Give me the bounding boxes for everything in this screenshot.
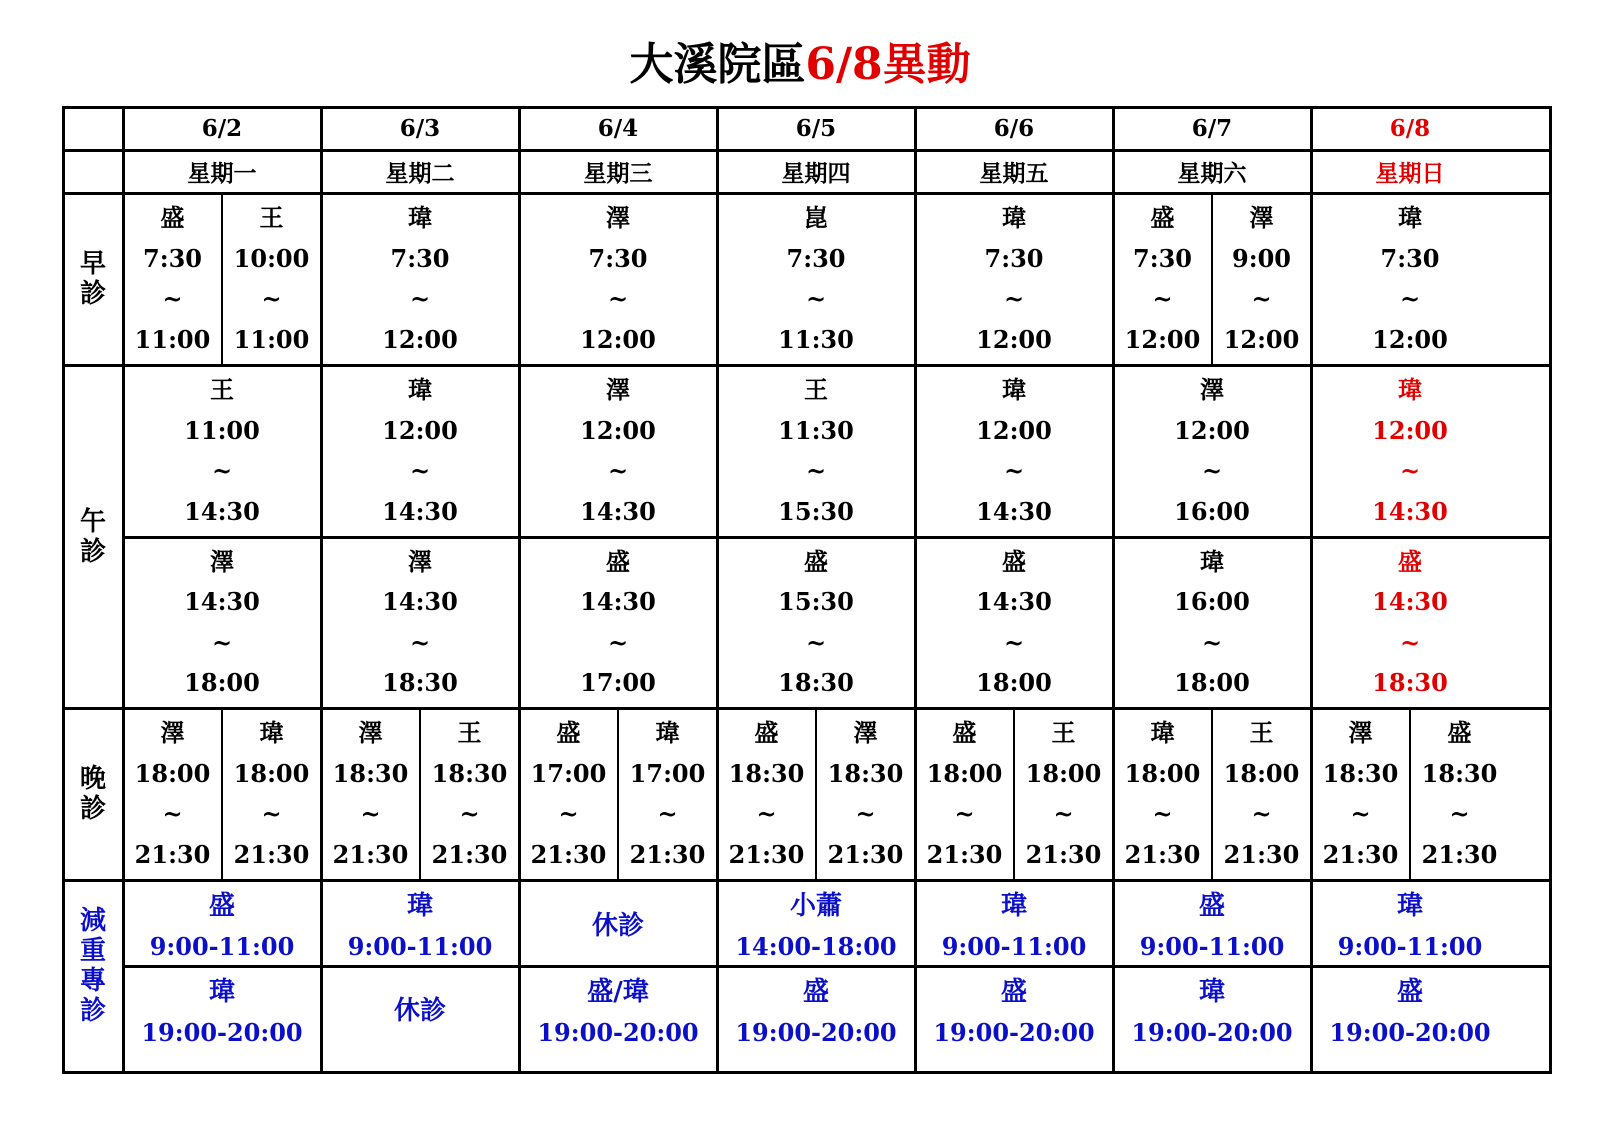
weekday-label: 星期二 — [385, 160, 455, 187]
special-time: 9:00-11:00 — [347, 932, 493, 961]
range-tilde: ~ — [1003, 284, 1025, 314]
special-doctor: 盛 — [1396, 976, 1423, 1007]
end-time: 14:30 — [184, 496, 260, 526]
special-doctor: 盛 — [1198, 891, 1225, 921]
doctor-name: 瑋 — [408, 375, 432, 405]
grid-hline — [122, 965, 1552, 968]
grid-vline — [1112, 106, 1115, 1074]
special-slot-1 — [916, 881, 1112, 965]
end-time: 18:00 — [976, 667, 1052, 697]
weekday-label: 星期四 — [781, 160, 851, 187]
weekday-label: 星期一 — [187, 160, 257, 187]
grid-hline — [62, 879, 1552, 882]
end-time: 15:30 — [778, 496, 854, 526]
afternoon-slot-1 — [1312, 366, 1508, 536]
date-label: 6/8 — [1389, 115, 1431, 142]
range-tilde: ~ — [409, 284, 431, 314]
row-label-afternoon — [64, 366, 122, 707]
end-time: 21:30 — [1322, 839, 1399, 869]
range-tilde: ~ — [657, 799, 678, 829]
grid-subline — [1013, 707, 1015, 879]
title-main: 大溪院區 — [629, 39, 806, 90]
start-time: 7:30 — [984, 243, 1044, 273]
start-time: 17:00 — [629, 758, 706, 788]
start-time: 10:00 — [233, 243, 310, 273]
grid-vline — [62, 106, 65, 1074]
morning-slot — [223, 194, 320, 364]
doctor-name: 澤 — [1200, 375, 1224, 405]
start-time: 18:00 — [1025, 758, 1102, 788]
morning-slot — [520, 194, 716, 364]
doctor-name: 澤 — [408, 547, 432, 577]
label-char: 診 — [79, 794, 106, 824]
date-label: 6/6 — [993, 115, 1035, 142]
end-time: 14:30 — [580, 496, 656, 526]
weekday-label: 星期日 — [1375, 160, 1445, 187]
weekday-header — [1312, 151, 1508, 192]
evening-slot — [916, 709, 1013, 879]
afternoon-slot-2 — [322, 538, 518, 707]
doctor-name: 王 — [457, 718, 482, 748]
special-slot-2 — [916, 967, 1112, 1050]
special-slot-2 — [322, 967, 518, 1050]
doctor-name: 王 — [804, 375, 828, 405]
range-tilde: ~ — [409, 627, 431, 657]
end-time: 11:30 — [778, 324, 854, 354]
doctor-name: 瑋 — [259, 718, 284, 748]
doctor-name: 盛 — [1150, 203, 1175, 233]
grid-hline — [62, 364, 1552, 367]
doctor-name: 盛 — [754, 718, 779, 748]
schedule-table — [62, 106, 1552, 1074]
start-time: 7:30 — [786, 243, 846, 273]
grid-vline — [320, 106, 323, 1074]
end-time: 12:00 — [976, 324, 1052, 354]
start-time: 18:30 — [1322, 758, 1399, 788]
end-time: 21:30 — [1124, 839, 1201, 869]
end-time: 12:00 — [1223, 324, 1300, 354]
special-doctor: 休診 — [393, 996, 446, 1026]
grid-vline — [122, 106, 125, 1074]
evening-slot — [1114, 709, 1211, 879]
grid-subline — [1211, 707, 1213, 879]
doctor-name: 王 — [1051, 718, 1076, 748]
grid-hline — [62, 149, 1552, 152]
start-time: 7:30 — [588, 243, 648, 273]
start-time: 7:30 — [390, 243, 450, 273]
label-char: 專 — [79, 965, 106, 996]
special-slot-1 — [1114, 881, 1310, 965]
doctor-name: 澤 — [358, 718, 383, 748]
weekday-header — [322, 151, 518, 192]
range-tilde: ~ — [558, 799, 579, 829]
doctor-name: 盛 — [556, 718, 581, 748]
row-label-evening — [64, 709, 122, 879]
special-doctor: 休診 — [591, 910, 644, 941]
start-time: 12:00 — [976, 415, 1052, 445]
weekday-header — [520, 151, 716, 192]
doctor-name: 盛 — [160, 203, 185, 233]
start-time: 18:30 — [827, 758, 904, 788]
range-tilde: ~ — [261, 799, 282, 829]
grid-vline — [914, 106, 917, 1074]
doctor-name: 王 — [210, 375, 234, 405]
evening-slot — [718, 709, 815, 879]
end-time: 14:30 — [1372, 496, 1448, 526]
start-time: 18:00 — [1223, 758, 1300, 788]
start-time: 18:00 — [1124, 758, 1201, 788]
label-char: 診 — [79, 279, 106, 309]
range-tilde: ~ — [1201, 627, 1223, 657]
morning-slot — [1213, 194, 1310, 364]
doctor-name: 瑋 — [1200, 547, 1224, 577]
evening-slot — [1015, 709, 1112, 879]
end-time: 11:00 — [233, 324, 310, 354]
date-header — [520, 108, 716, 149]
date-label: 6/7 — [1191, 115, 1233, 142]
date-header — [916, 108, 1112, 149]
morning-slot — [1312, 194, 1508, 364]
morning-slot — [1114, 194, 1211, 364]
start-time: 14:30 — [1372, 587, 1448, 617]
end-time: 21:30 — [629, 839, 706, 869]
range-tilde: ~ — [459, 799, 480, 829]
special-slot-2 — [1312, 967, 1508, 1050]
end-time: 12:00 — [1124, 324, 1201, 354]
range-tilde: ~ — [1399, 456, 1421, 486]
range-tilde: ~ — [1201, 456, 1223, 486]
special-slot-1 — [124, 881, 320, 965]
range-tilde: ~ — [261, 284, 282, 314]
morning-slot — [916, 194, 1112, 364]
start-time: 18:30 — [728, 758, 805, 788]
end-time: 12:00 — [382, 324, 458, 354]
evening-slot — [619, 709, 716, 879]
evening-slot — [223, 709, 320, 879]
end-time: 21:30 — [431, 839, 508, 869]
evening-slot — [1213, 709, 1310, 879]
range-tilde: ~ — [211, 456, 233, 486]
end-time: 12:00 — [580, 324, 656, 354]
end-time: 18:30 — [382, 667, 458, 697]
end-time: 18:00 — [184, 667, 260, 697]
end-time: 12:00 — [1372, 324, 1448, 354]
weekday-header — [718, 151, 914, 192]
special-slot-1 — [322, 881, 518, 965]
end-time: 17:00 — [580, 667, 656, 697]
grid-subline — [617, 707, 619, 879]
start-time: 12:00 — [382, 415, 458, 445]
range-tilde: ~ — [1003, 456, 1025, 486]
start-time: 11:00 — [184, 415, 260, 445]
end-time: 21:30 — [134, 839, 211, 869]
doctor-name: 崑 — [804, 203, 828, 233]
morning-slot — [718, 194, 914, 364]
doctor-name: 澤 — [606, 203, 630, 233]
label-char: 重 — [79, 935, 106, 966]
range-tilde: ~ — [954, 799, 975, 829]
start-time: 9:00 — [1232, 243, 1291, 273]
start-time: 18:30 — [332, 758, 409, 788]
evening-slot — [817, 709, 914, 879]
doctor-name: 瑋 — [1002, 203, 1026, 233]
doctor-name: 盛 — [1398, 547, 1422, 577]
page-title — [0, 38, 1600, 92]
range-tilde: ~ — [805, 284, 827, 314]
grid-vline — [1310, 106, 1313, 1074]
special-slot-2 — [520, 967, 716, 1050]
special-time: 19:00-20:00 — [1131, 1017, 1293, 1047]
special-slot-2 — [124, 967, 320, 1050]
range-tilde: ~ — [1003, 627, 1025, 657]
doctor-name: 澤 — [606, 375, 630, 405]
date-label: 6/4 — [597, 115, 639, 142]
start-time: 17:00 — [530, 758, 607, 788]
date-label: 6/5 — [795, 115, 837, 142]
start-time: 16:00 — [1174, 587, 1250, 617]
range-tilde: ~ — [756, 799, 777, 829]
end-time: 21:30 — [233, 839, 310, 869]
afternoon-slot-1 — [322, 366, 518, 536]
date-header — [124, 108, 320, 149]
end-time: 21:30 — [530, 839, 607, 869]
special-slot-2 — [1114, 967, 1310, 1050]
afternoon-slot-2 — [1312, 538, 1508, 707]
range-tilde: ~ — [360, 799, 381, 829]
range-tilde: ~ — [607, 284, 629, 314]
doctor-name: 瑋 — [655, 718, 680, 748]
grid-vline — [716, 106, 719, 1074]
evening-slot — [322, 709, 419, 879]
label-char: 午 — [79, 506, 106, 537]
evening-slot — [421, 709, 518, 879]
start-time: 15:30 — [778, 587, 854, 617]
date-label: 6/3 — [399, 115, 441, 142]
weekday-label: 星期六 — [1177, 160, 1247, 187]
start-time: 11:30 — [778, 415, 854, 445]
range-tilde: ~ — [1350, 799, 1371, 829]
end-time: 21:30 — [1025, 839, 1102, 869]
range-tilde: ~ — [805, 456, 827, 486]
grid-hline — [62, 192, 1552, 195]
special-doctor: 瑋 — [1396, 891, 1423, 921]
special-time: 19:00-20:00 — [933, 1017, 1095, 1047]
grid-hline — [62, 707, 1552, 710]
date-header — [718, 108, 914, 149]
special-doctor: 盛/瑋 — [587, 976, 649, 1007]
evening-slot — [1411, 709, 1508, 879]
grid-subline — [221, 192, 223, 364]
doctor-name: 盛 — [952, 718, 977, 748]
evening-slot — [1312, 709, 1409, 879]
weekday-label: 星期三 — [583, 160, 653, 187]
end-time: 21:30 — [332, 839, 409, 869]
range-tilde: ~ — [1399, 284, 1421, 314]
special-slot-2 — [718, 967, 914, 1050]
range-tilde: ~ — [1251, 284, 1272, 314]
grid-subline — [221, 707, 223, 879]
label-char: 晚 — [79, 764, 106, 794]
start-time: 18:00 — [134, 758, 211, 788]
date-header — [1312, 108, 1508, 149]
row-label-morning — [64, 194, 122, 364]
range-tilde: ~ — [1053, 799, 1074, 829]
doctor-name: 瑋 — [1150, 718, 1175, 748]
date-header — [322, 108, 518, 149]
weekday-header — [124, 151, 320, 192]
special-slot-1 — [718, 881, 914, 965]
grid-hline — [62, 1071, 1552, 1074]
special-doctor: 瑋 — [406, 891, 433, 921]
start-time: 14:30 — [976, 587, 1052, 617]
special-doctor: 瑋 — [1000, 891, 1027, 921]
doctor-name: 澤 — [1348, 718, 1373, 748]
doctor-name: 盛 — [606, 547, 630, 577]
weekday-label: 星期五 — [979, 160, 1049, 187]
start-time: 12:00 — [1174, 415, 1250, 445]
doctor-name: 瑋 — [1398, 203, 1422, 233]
row-label-special — [64, 881, 122, 1050]
doctor-name: 澤 — [853, 718, 878, 748]
grid-subline — [815, 707, 817, 879]
grid-vline — [1549, 106, 1552, 1074]
doctor-name: 盛 — [1447, 718, 1472, 748]
end-time: 14:30 — [976, 496, 1052, 526]
afternoon-slot-1 — [718, 366, 914, 536]
special-time: 14:00-18:00 — [735, 932, 897, 961]
afternoon-slot-2 — [520, 538, 716, 707]
special-doctor: 盛 — [1000, 976, 1027, 1007]
morning-slot — [322, 194, 518, 364]
doctor-name: 瑋 — [1002, 375, 1026, 405]
end-time: 21:30 — [827, 839, 904, 869]
special-time: 9:00-11:00 — [1337, 932, 1483, 961]
afternoon-slot-2 — [718, 538, 914, 707]
special-time: 9:00-11:00 — [149, 932, 295, 961]
label-char: 減 — [79, 905, 106, 936]
date-header — [1114, 108, 1310, 149]
range-tilde: ~ — [607, 456, 629, 486]
label-char: 診 — [79, 995, 106, 1026]
weekday-header — [1114, 151, 1310, 192]
end-time: 18:00 — [1174, 667, 1250, 697]
afternoon-slot-2 — [1114, 538, 1310, 707]
start-time: 18:30 — [431, 758, 508, 788]
doctor-name: 王 — [1249, 718, 1274, 748]
end-time: 21:30 — [926, 839, 1003, 869]
special-doctor: 瑋 — [1198, 976, 1225, 1007]
label-char: 早 — [79, 249, 106, 279]
end-time: 11:00 — [134, 324, 211, 354]
date-label: 6/2 — [201, 115, 243, 142]
start-time: 18:30 — [1421, 758, 1498, 788]
end-time: 21:30 — [1223, 839, 1300, 869]
range-tilde: ~ — [409, 456, 431, 486]
start-time: 7:30 — [1380, 243, 1440, 273]
afternoon-slot-2 — [916, 538, 1112, 707]
start-time: 14:30 — [580, 587, 656, 617]
grid-subline — [1211, 192, 1213, 364]
special-doctor: 瑋 — [208, 976, 235, 1007]
range-tilde: ~ — [1152, 799, 1173, 829]
end-time: 16:00 — [1174, 496, 1250, 526]
range-tilde: ~ — [1152, 284, 1173, 314]
grid-vline — [518, 106, 521, 1074]
start-time: 14:30 — [382, 587, 458, 617]
start-time: 7:30 — [1133, 243, 1192, 273]
title-highlight: 6/8異動 — [805, 39, 971, 90]
special-time: 19:00-20:00 — [735, 1017, 897, 1047]
range-tilde: ~ — [1251, 799, 1272, 829]
range-tilde: ~ — [805, 627, 827, 657]
doctor-name: 澤 — [210, 547, 234, 577]
end-time: 14:30 — [382, 496, 458, 526]
range-tilde: ~ — [855, 799, 876, 829]
afternoon-slot-1 — [520, 366, 716, 536]
grid-hline — [122, 536, 1552, 539]
doctor-name: 澤 — [1249, 203, 1274, 233]
grid-subline — [1409, 707, 1411, 879]
start-time: 18:00 — [926, 758, 1003, 788]
doctor-name: 澤 — [160, 718, 185, 748]
morning-slot — [124, 194, 221, 364]
grid-subline — [419, 707, 421, 879]
special-time: 9:00-11:00 — [1139, 932, 1285, 961]
afternoon-slot-1 — [1114, 366, 1310, 536]
special-doctor: 盛 — [802, 976, 829, 1007]
evening-slot — [520, 709, 617, 879]
start-time: 14:30 — [184, 587, 260, 617]
doctor-name: 瑋 — [408, 203, 432, 233]
range-tilde: ~ — [1449, 799, 1470, 829]
end-time: 18:30 — [778, 667, 854, 697]
range-tilde: ~ — [162, 284, 183, 314]
weekday-header — [916, 151, 1112, 192]
afternoon-slot-1 — [916, 366, 1112, 536]
afternoon-slot-2 — [124, 538, 320, 707]
special-time: 19:00-20:00 — [141, 1017, 303, 1047]
grid-hline — [62, 106, 1552, 109]
special-doctor: 小蕭 — [789, 891, 842, 921]
special-doctor: 盛 — [208, 891, 235, 921]
special-slot-1 — [520, 881, 716, 965]
end-time: 21:30 — [728, 839, 805, 869]
doctor-name: 盛 — [804, 547, 828, 577]
doctor-name: 盛 — [1002, 547, 1026, 577]
special-slot-1 — [1312, 881, 1508, 965]
label-char: 診 — [79, 536, 106, 567]
end-time: 18:30 — [1372, 667, 1448, 697]
afternoon-slot-1 — [124, 366, 320, 536]
end-time: 21:30 — [1421, 839, 1498, 869]
start-time: 18:00 — [233, 758, 310, 788]
range-tilde: ~ — [162, 799, 183, 829]
doctor-name: 瑋 — [1398, 375, 1422, 405]
special-time: 19:00-20:00 — [537, 1017, 699, 1047]
range-tilde: ~ — [1399, 627, 1421, 657]
start-time: 12:00 — [580, 415, 656, 445]
special-time: 9:00-11:00 — [941, 932, 1087, 961]
evening-slot — [124, 709, 221, 879]
special-time: 19:00-20:00 — [1329, 1017, 1491, 1047]
start-time: 12:00 — [1372, 415, 1448, 445]
start-time: 7:30 — [143, 243, 202, 273]
range-tilde: ~ — [211, 627, 233, 657]
range-tilde: ~ — [607, 627, 629, 657]
doctor-name: 王 — [259, 203, 284, 233]
